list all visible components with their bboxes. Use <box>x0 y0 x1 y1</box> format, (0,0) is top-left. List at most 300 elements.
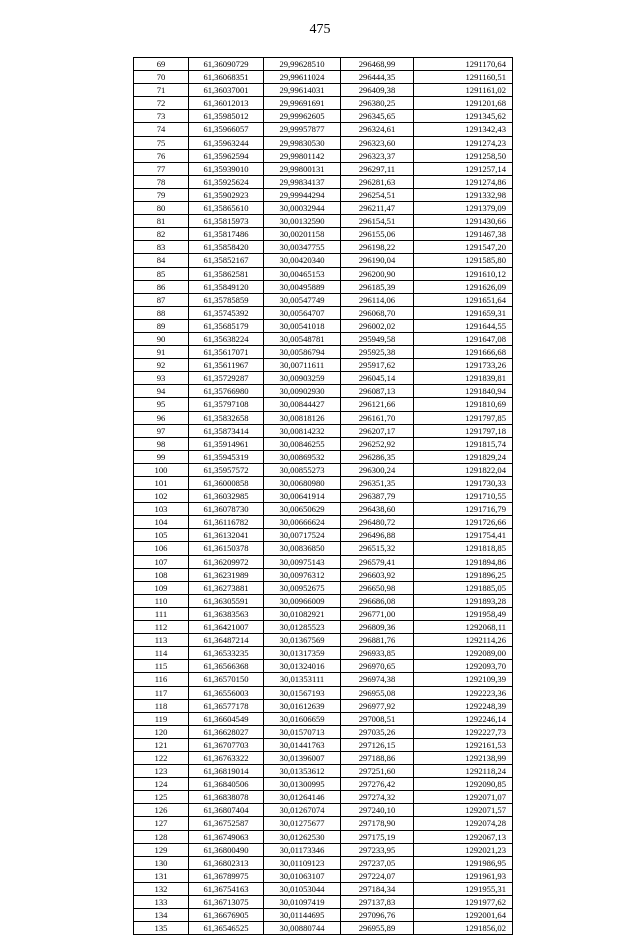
table-row <box>134 555 513 568</box>
y-coordinate-cell: 1292089,00 <box>414 647 513 660</box>
x-coordinate-cell: 297126,15 <box>341 738 414 751</box>
table-row <box>134 922 513 935</box>
latitude-cell: 61,35617071 <box>189 346 264 359</box>
y-coordinate-cell: 1291274,86 <box>414 175 513 188</box>
latitude-cell: 61,36628027 <box>189 725 264 738</box>
latitude-cell: 61,36754163 <box>189 882 264 895</box>
point-number-cell: 90 <box>134 332 189 345</box>
point-number-cell: 81 <box>134 215 189 228</box>
x-coordinate-cell: 297137,83 <box>341 896 414 909</box>
x-coordinate-cell: 297184,34 <box>341 882 414 895</box>
longitude-cell: 30,01063107 <box>264 869 341 882</box>
point-number-cell: 134 <box>134 909 189 922</box>
point-number-cell: 100 <box>134 463 189 476</box>
y-coordinate-cell: 1292118,24 <box>414 765 513 778</box>
point-number-cell: 106 <box>134 542 189 555</box>
y-coordinate-cell: 1292071,57 <box>414 804 513 817</box>
y-coordinate-cell: 1291958,49 <box>414 607 513 620</box>
y-coordinate-cell: 1291644,55 <box>414 319 513 332</box>
table-row <box>134 712 513 725</box>
point-number-cell: 69 <box>134 58 189 71</box>
point-number-cell: 127 <box>134 817 189 830</box>
longitude-cell: 30,00836850 <box>264 542 341 555</box>
table-row <box>134 267 513 280</box>
latitude-cell: 61,36132041 <box>189 529 264 542</box>
latitude-cell: 61,36032985 <box>189 490 264 503</box>
point-number-cell: 103 <box>134 503 189 516</box>
latitude-cell: 61,36116782 <box>189 516 264 529</box>
y-coordinate-cell: 1292071,07 <box>414 791 513 804</box>
y-coordinate-cell: 1291977,62 <box>414 896 513 909</box>
y-coordinate-cell: 1291610,12 <box>414 267 513 280</box>
table-row <box>134 437 513 450</box>
y-coordinate-cell: 1291840,94 <box>414 385 513 398</box>
latitude-cell: 61,36604549 <box>189 712 264 725</box>
latitude-cell: 61,36231989 <box>189 568 264 581</box>
x-coordinate-cell: 296409,38 <box>341 84 414 97</box>
longitude-cell: 30,00717524 <box>264 529 341 542</box>
latitude-cell: 61,35729287 <box>189 372 264 385</box>
longitude-cell: 29,99628510 <box>264 58 341 71</box>
latitude-cell: 61,36556003 <box>189 686 264 699</box>
point-number-cell: 109 <box>134 581 189 594</box>
table-row <box>134 686 513 699</box>
x-coordinate-cell: 296686,08 <box>341 594 414 607</box>
point-number-cell: 101 <box>134 477 189 490</box>
table-row <box>134 660 513 673</box>
x-coordinate-cell: 296324,61 <box>341 123 414 136</box>
longitude-cell: 30,00966009 <box>264 594 341 607</box>
table-row <box>134 725 513 738</box>
latitude-cell: 61,35849120 <box>189 280 264 293</box>
y-coordinate-cell: 1292161,53 <box>414 738 513 751</box>
latitude-cell: 61,36713075 <box>189 896 264 909</box>
x-coordinate-cell: 296286,35 <box>341 450 414 463</box>
y-coordinate-cell: 1291754,41 <box>414 529 513 542</box>
table-row <box>134 411 513 424</box>
coordinates-table-body <box>134 58 513 935</box>
y-coordinate-cell: 1292068,11 <box>414 621 513 634</box>
longitude-cell: 30,01053044 <box>264 882 341 895</box>
point-number-cell: 73 <box>134 110 189 123</box>
point-number-cell: 78 <box>134 175 189 188</box>
table-row <box>134 751 513 764</box>
latitude-cell: 61,36838078 <box>189 791 264 804</box>
latitude-cell: 61,35902923 <box>189 188 264 201</box>
y-coordinate-cell: 1292021,23 <box>414 843 513 856</box>
y-coordinate-cell: 1291342,43 <box>414 123 513 136</box>
table-row <box>134 254 513 267</box>
point-number-cell: 117 <box>134 686 189 699</box>
longitude-cell: 30,01109123 <box>264 856 341 869</box>
latitude-cell: 61,36068351 <box>189 71 264 84</box>
latitude-cell: 61,36090729 <box>189 58 264 71</box>
point-number-cell: 75 <box>134 136 189 149</box>
point-number-cell: 85 <box>134 267 189 280</box>
point-number-cell: 74 <box>134 123 189 136</box>
longitude-cell: 30,00975143 <box>264 555 341 568</box>
table-row <box>134 738 513 751</box>
table-row <box>134 332 513 345</box>
latitude-cell: 61,36487214 <box>189 634 264 647</box>
table-row <box>134 280 513 293</box>
point-number-cell: 135 <box>134 922 189 935</box>
point-number-cell: 91 <box>134 346 189 359</box>
x-coordinate-cell: 296977,92 <box>341 699 414 712</box>
longitude-cell: 30,00541018 <box>264 319 341 332</box>
longitude-cell: 29,99962605 <box>264 110 341 123</box>
latitude-cell: 61,35858420 <box>189 241 264 254</box>
x-coordinate-cell: 296087,13 <box>341 385 414 398</box>
table-row <box>134 84 513 97</box>
y-coordinate-cell: 1291893,28 <box>414 594 513 607</box>
x-coordinate-cell: 297178,90 <box>341 817 414 830</box>
y-coordinate-cell: 1291856,02 <box>414 922 513 935</box>
table-row <box>134 58 513 71</box>
latitude-cell: 61,35797108 <box>189 398 264 411</box>
y-coordinate-cell: 1291585,80 <box>414 254 513 267</box>
x-coordinate-cell: 296351,35 <box>341 477 414 490</box>
latitude-cell: 61,36209972 <box>189 555 264 568</box>
x-coordinate-cell: 297251,60 <box>341 765 414 778</box>
y-coordinate-cell: 1291170,64 <box>414 58 513 71</box>
y-coordinate-cell: 1291829,24 <box>414 450 513 463</box>
y-coordinate-cell: 1291274,23 <box>414 136 513 149</box>
longitude-cell: 30,00465153 <box>264 267 341 280</box>
x-coordinate-cell: 297188,86 <box>341 751 414 764</box>
x-coordinate-cell: 296161,70 <box>341 411 414 424</box>
x-coordinate-cell: 296323,60 <box>341 136 414 149</box>
x-coordinate-cell: 296155,06 <box>341 228 414 241</box>
latitude-cell: 61,36012013 <box>189 97 264 110</box>
point-number-cell: 72 <box>134 97 189 110</box>
x-coordinate-cell: 297276,42 <box>341 778 414 791</box>
longitude-cell: 30,00032944 <box>264 202 341 215</box>
latitude-cell: 61,35939010 <box>189 162 264 175</box>
point-number-cell: 98 <box>134 437 189 450</box>
longitude-cell: 30,01570713 <box>264 725 341 738</box>
longitude-cell: 30,00641914 <box>264 490 341 503</box>
x-coordinate-cell: 297224,07 <box>341 869 414 882</box>
table-row <box>134 699 513 712</box>
table-row <box>134 581 513 594</box>
y-coordinate-cell: 1291258,50 <box>414 149 513 162</box>
y-coordinate-cell: 1291961,93 <box>414 869 513 882</box>
table-row <box>134 896 513 909</box>
x-coordinate-cell: 296068,70 <box>341 306 414 319</box>
latitude-cell: 61,36802313 <box>189 856 264 869</box>
latitude-cell: 61,35963244 <box>189 136 264 149</box>
longitude-cell: 29,99611024 <box>264 71 341 84</box>
latitude-cell: 61,35945319 <box>189 450 264 463</box>
point-number-cell: 79 <box>134 188 189 201</box>
x-coordinate-cell: 296444,35 <box>341 71 414 84</box>
table-row <box>134 594 513 607</box>
longitude-cell: 30,01300995 <box>264 778 341 791</box>
x-coordinate-cell: 296933,85 <box>341 647 414 660</box>
y-coordinate-cell: 1291201,68 <box>414 97 513 110</box>
longitude-cell: 30,00132590 <box>264 215 341 228</box>
point-number-cell: 71 <box>134 84 189 97</box>
latitude-cell: 61,35873414 <box>189 424 264 437</box>
y-coordinate-cell: 1291257,14 <box>414 162 513 175</box>
y-coordinate-cell: 1291547,20 <box>414 241 513 254</box>
table-row <box>134 450 513 463</box>
x-coordinate-cell: 296955,89 <box>341 922 414 935</box>
table-row <box>134 71 513 84</box>
latitude-cell: 61,36037001 <box>189 84 264 97</box>
longitude-cell: 30,01353111 <box>264 673 341 686</box>
longitude-cell: 30,00902930 <box>264 385 341 398</box>
point-number-cell: 92 <box>134 359 189 372</box>
longitude-cell: 30,01606659 <box>264 712 341 725</box>
latitude-cell: 61,36707703 <box>189 738 264 751</box>
point-number-cell: 95 <box>134 398 189 411</box>
longitude-cell: 30,01367569 <box>264 634 341 647</box>
latitude-cell: 61,35985012 <box>189 110 264 123</box>
x-coordinate-cell: 297096,76 <box>341 909 414 922</box>
latitude-cell: 61,36383563 <box>189 607 264 620</box>
table-row <box>134 424 513 437</box>
x-coordinate-cell: 296185,39 <box>341 280 414 293</box>
x-coordinate-cell: 296771,00 <box>341 607 414 620</box>
longitude-cell: 30,01275677 <box>264 817 341 830</box>
table-row <box>134 241 513 254</box>
x-coordinate-cell: 296438,60 <box>341 503 414 516</box>
point-number-cell: 111 <box>134 607 189 620</box>
table-row <box>134 804 513 817</box>
y-coordinate-cell: 1292248,39 <box>414 699 513 712</box>
longitude-cell: 30,00855273 <box>264 463 341 476</box>
longitude-cell: 30,01441763 <box>264 738 341 751</box>
latitude-cell: 61,35865610 <box>189 202 264 215</box>
point-number-cell: 121 <box>134 738 189 751</box>
y-coordinate-cell: 1291626,09 <box>414 280 513 293</box>
longitude-cell: 30,00818126 <box>264 411 341 424</box>
x-coordinate-cell: 297175,19 <box>341 830 414 843</box>
longitude-cell: 30,00680980 <box>264 477 341 490</box>
x-coordinate-cell: 296323,37 <box>341 149 414 162</box>
page-number: 475 <box>309 22 331 37</box>
table-row <box>134 621 513 634</box>
table-row <box>134 856 513 869</box>
table-row <box>134 110 513 123</box>
point-number-cell: 88 <box>134 306 189 319</box>
latitude-cell: 61,35638224 <box>189 332 264 345</box>
latitude-cell: 61,36305591 <box>189 594 264 607</box>
longitude-cell: 30,01264146 <box>264 791 341 804</box>
table-row <box>134 791 513 804</box>
longitude-cell: 30,00844427 <box>264 398 341 411</box>
latitude-cell: 61,35925624 <box>189 175 264 188</box>
point-number-cell: 77 <box>134 162 189 175</box>
longitude-cell: 29,99834137 <box>264 175 341 188</box>
x-coordinate-cell: 296579,41 <box>341 555 414 568</box>
table-row <box>134 568 513 581</box>
point-number-cell: 133 <box>134 896 189 909</box>
x-coordinate-cell: 297233,95 <box>341 843 414 856</box>
y-coordinate-cell: 1291430,66 <box>414 215 513 228</box>
latitude-cell: 61,36577178 <box>189 699 264 712</box>
table-row <box>134 202 513 215</box>
y-coordinate-cell: 1291332,98 <box>414 188 513 201</box>
point-number-cell: 118 <box>134 699 189 712</box>
table-row <box>134 843 513 856</box>
x-coordinate-cell: 297237,05 <box>341 856 414 869</box>
point-number-cell: 119 <box>134 712 189 725</box>
point-number-cell: 110 <box>134 594 189 607</box>
x-coordinate-cell: 296190,04 <box>341 254 414 267</box>
table-row <box>134 778 513 791</box>
point-number-cell: 112 <box>134 621 189 634</box>
y-coordinate-cell: 1291379,09 <box>414 202 513 215</box>
longitude-cell: 30,00903259 <box>264 372 341 385</box>
y-coordinate-cell: 1291839,81 <box>414 372 513 385</box>
x-coordinate-cell: 295917,62 <box>341 359 414 372</box>
longitude-cell: 29,99800131 <box>264 162 341 175</box>
y-coordinate-cell: 1292109,39 <box>414 673 513 686</box>
table-row <box>134 175 513 188</box>
latitude-cell: 61,35914961 <box>189 437 264 450</box>
x-coordinate-cell: 296650,98 <box>341 581 414 594</box>
y-coordinate-cell: 1291345,62 <box>414 110 513 123</box>
longitude-cell: 30,00650629 <box>264 503 341 516</box>
x-coordinate-cell: 295949,58 <box>341 332 414 345</box>
point-number-cell: 132 <box>134 882 189 895</box>
table-row <box>134 359 513 372</box>
table-row <box>134 385 513 398</box>
table-row <box>134 188 513 201</box>
point-number-cell: 115 <box>134 660 189 673</box>
point-number-cell: 124 <box>134 778 189 791</box>
longitude-cell: 30,01144695 <box>264 909 341 922</box>
table-row <box>134 647 513 660</box>
longitude-cell: 30,01612639 <box>264 699 341 712</box>
point-number-cell: 128 <box>134 830 189 843</box>
point-number-cell: 125 <box>134 791 189 804</box>
longitude-cell: 30,01097419 <box>264 896 341 909</box>
x-coordinate-cell: 296496,88 <box>341 529 414 542</box>
y-coordinate-cell: 1291986,95 <box>414 856 513 869</box>
x-coordinate-cell: 296603,92 <box>341 568 414 581</box>
x-coordinate-cell: 296468,99 <box>341 58 414 71</box>
x-coordinate-cell: 296809,36 <box>341 621 414 634</box>
y-coordinate-cell: 1292001,64 <box>414 909 513 922</box>
y-coordinate-cell: 1291955,31 <box>414 882 513 895</box>
table-row <box>134 529 513 542</box>
longitude-cell: 29,99801142 <box>264 149 341 162</box>
y-coordinate-cell: 1292227,73 <box>414 725 513 738</box>
longitude-cell: 30,00586794 <box>264 346 341 359</box>
x-coordinate-cell: 297240,10 <box>341 804 414 817</box>
point-number-cell: 84 <box>134 254 189 267</box>
y-coordinate-cell: 1291822,04 <box>414 463 513 476</box>
y-coordinate-cell: 1291896,25 <box>414 568 513 581</box>
latitude-cell: 61,36807404 <box>189 804 264 817</box>
y-coordinate-cell: 1291160,51 <box>414 71 513 84</box>
latitude-cell: 61,36566368 <box>189 660 264 673</box>
table-row <box>134 830 513 843</box>
table-row <box>134 882 513 895</box>
latitude-cell: 61,36078730 <box>189 503 264 516</box>
table-row <box>134 346 513 359</box>
point-number-cell: 83 <box>134 241 189 254</box>
x-coordinate-cell: 296045,14 <box>341 372 414 385</box>
x-coordinate-cell: 295925,38 <box>341 346 414 359</box>
y-coordinate-cell: 1291730,33 <box>414 477 513 490</box>
x-coordinate-cell: 296480,72 <box>341 516 414 529</box>
point-number-cell: 82 <box>134 228 189 241</box>
x-coordinate-cell: 296970,65 <box>341 660 414 673</box>
latitude-cell: 61,36789975 <box>189 869 264 882</box>
y-coordinate-cell: 1292090,85 <box>414 778 513 791</box>
x-coordinate-cell: 296121,66 <box>341 398 414 411</box>
latitude-cell: 61,36752587 <box>189 817 264 830</box>
longitude-cell: 30,01317359 <box>264 647 341 660</box>
x-coordinate-cell: 296297,11 <box>341 162 414 175</box>
y-coordinate-cell: 1291716,79 <box>414 503 513 516</box>
x-coordinate-cell: 296200,90 <box>341 267 414 280</box>
table-row <box>134 149 513 162</box>
latitude-cell: 61,36570150 <box>189 673 264 686</box>
x-coordinate-cell: 296881,76 <box>341 634 414 647</box>
longitude-cell: 30,00547749 <box>264 293 341 306</box>
point-number-cell: 96 <box>134 411 189 424</box>
longitude-cell: 30,01567193 <box>264 686 341 699</box>
y-coordinate-cell: 1291647,08 <box>414 332 513 345</box>
latitude-cell: 61,35815973 <box>189 215 264 228</box>
longitude-cell: 30,00814232 <box>264 424 341 437</box>
longitude-cell: 30,00420340 <box>264 254 341 267</box>
y-coordinate-cell: 1291797,85 <box>414 411 513 424</box>
table-row <box>134 542 513 555</box>
table-row <box>134 463 513 476</box>
coordinates-table <box>133 57 513 935</box>
point-number-cell: 80 <box>134 202 189 215</box>
table-row <box>134 123 513 136</box>
longitude-cell: 30,01082921 <box>264 607 341 620</box>
latitude-cell: 61,36763322 <box>189 751 264 764</box>
point-number-cell: 114 <box>134 647 189 660</box>
table-row <box>134 97 513 110</box>
point-number-cell: 126 <box>134 804 189 817</box>
latitude-cell: 61,36533235 <box>189 647 264 660</box>
y-coordinate-cell: 1292246,14 <box>414 712 513 725</box>
x-coordinate-cell: 296002,02 <box>341 319 414 332</box>
x-coordinate-cell: 297035,26 <box>341 725 414 738</box>
longitude-cell: 30,00666624 <box>264 516 341 529</box>
y-coordinate-cell: 1292067,13 <box>414 830 513 843</box>
x-coordinate-cell: 296974,38 <box>341 673 414 686</box>
table-row <box>134 869 513 882</box>
x-coordinate-cell: 296515,32 <box>341 542 414 555</box>
table-row <box>134 490 513 503</box>
point-number-cell: 116 <box>134 673 189 686</box>
longitude-cell: 29,99830530 <box>264 136 341 149</box>
latitude-cell: 61,35962594 <box>189 149 264 162</box>
point-number-cell: 107 <box>134 555 189 568</box>
point-number-cell: 93 <box>134 372 189 385</box>
y-coordinate-cell: 1292138,99 <box>414 751 513 764</box>
longitude-cell: 30,00711611 <box>264 359 341 372</box>
x-coordinate-cell: 296154,51 <box>341 215 414 228</box>
x-coordinate-cell: 296114,06 <box>341 293 414 306</box>
y-coordinate-cell: 1291894,86 <box>414 555 513 568</box>
longitude-cell: 30,00869532 <box>264 450 341 463</box>
point-number-cell: 76 <box>134 149 189 162</box>
y-coordinate-cell: 1292093,70 <box>414 660 513 673</box>
longitude-cell: 30,01173346 <box>264 843 341 856</box>
